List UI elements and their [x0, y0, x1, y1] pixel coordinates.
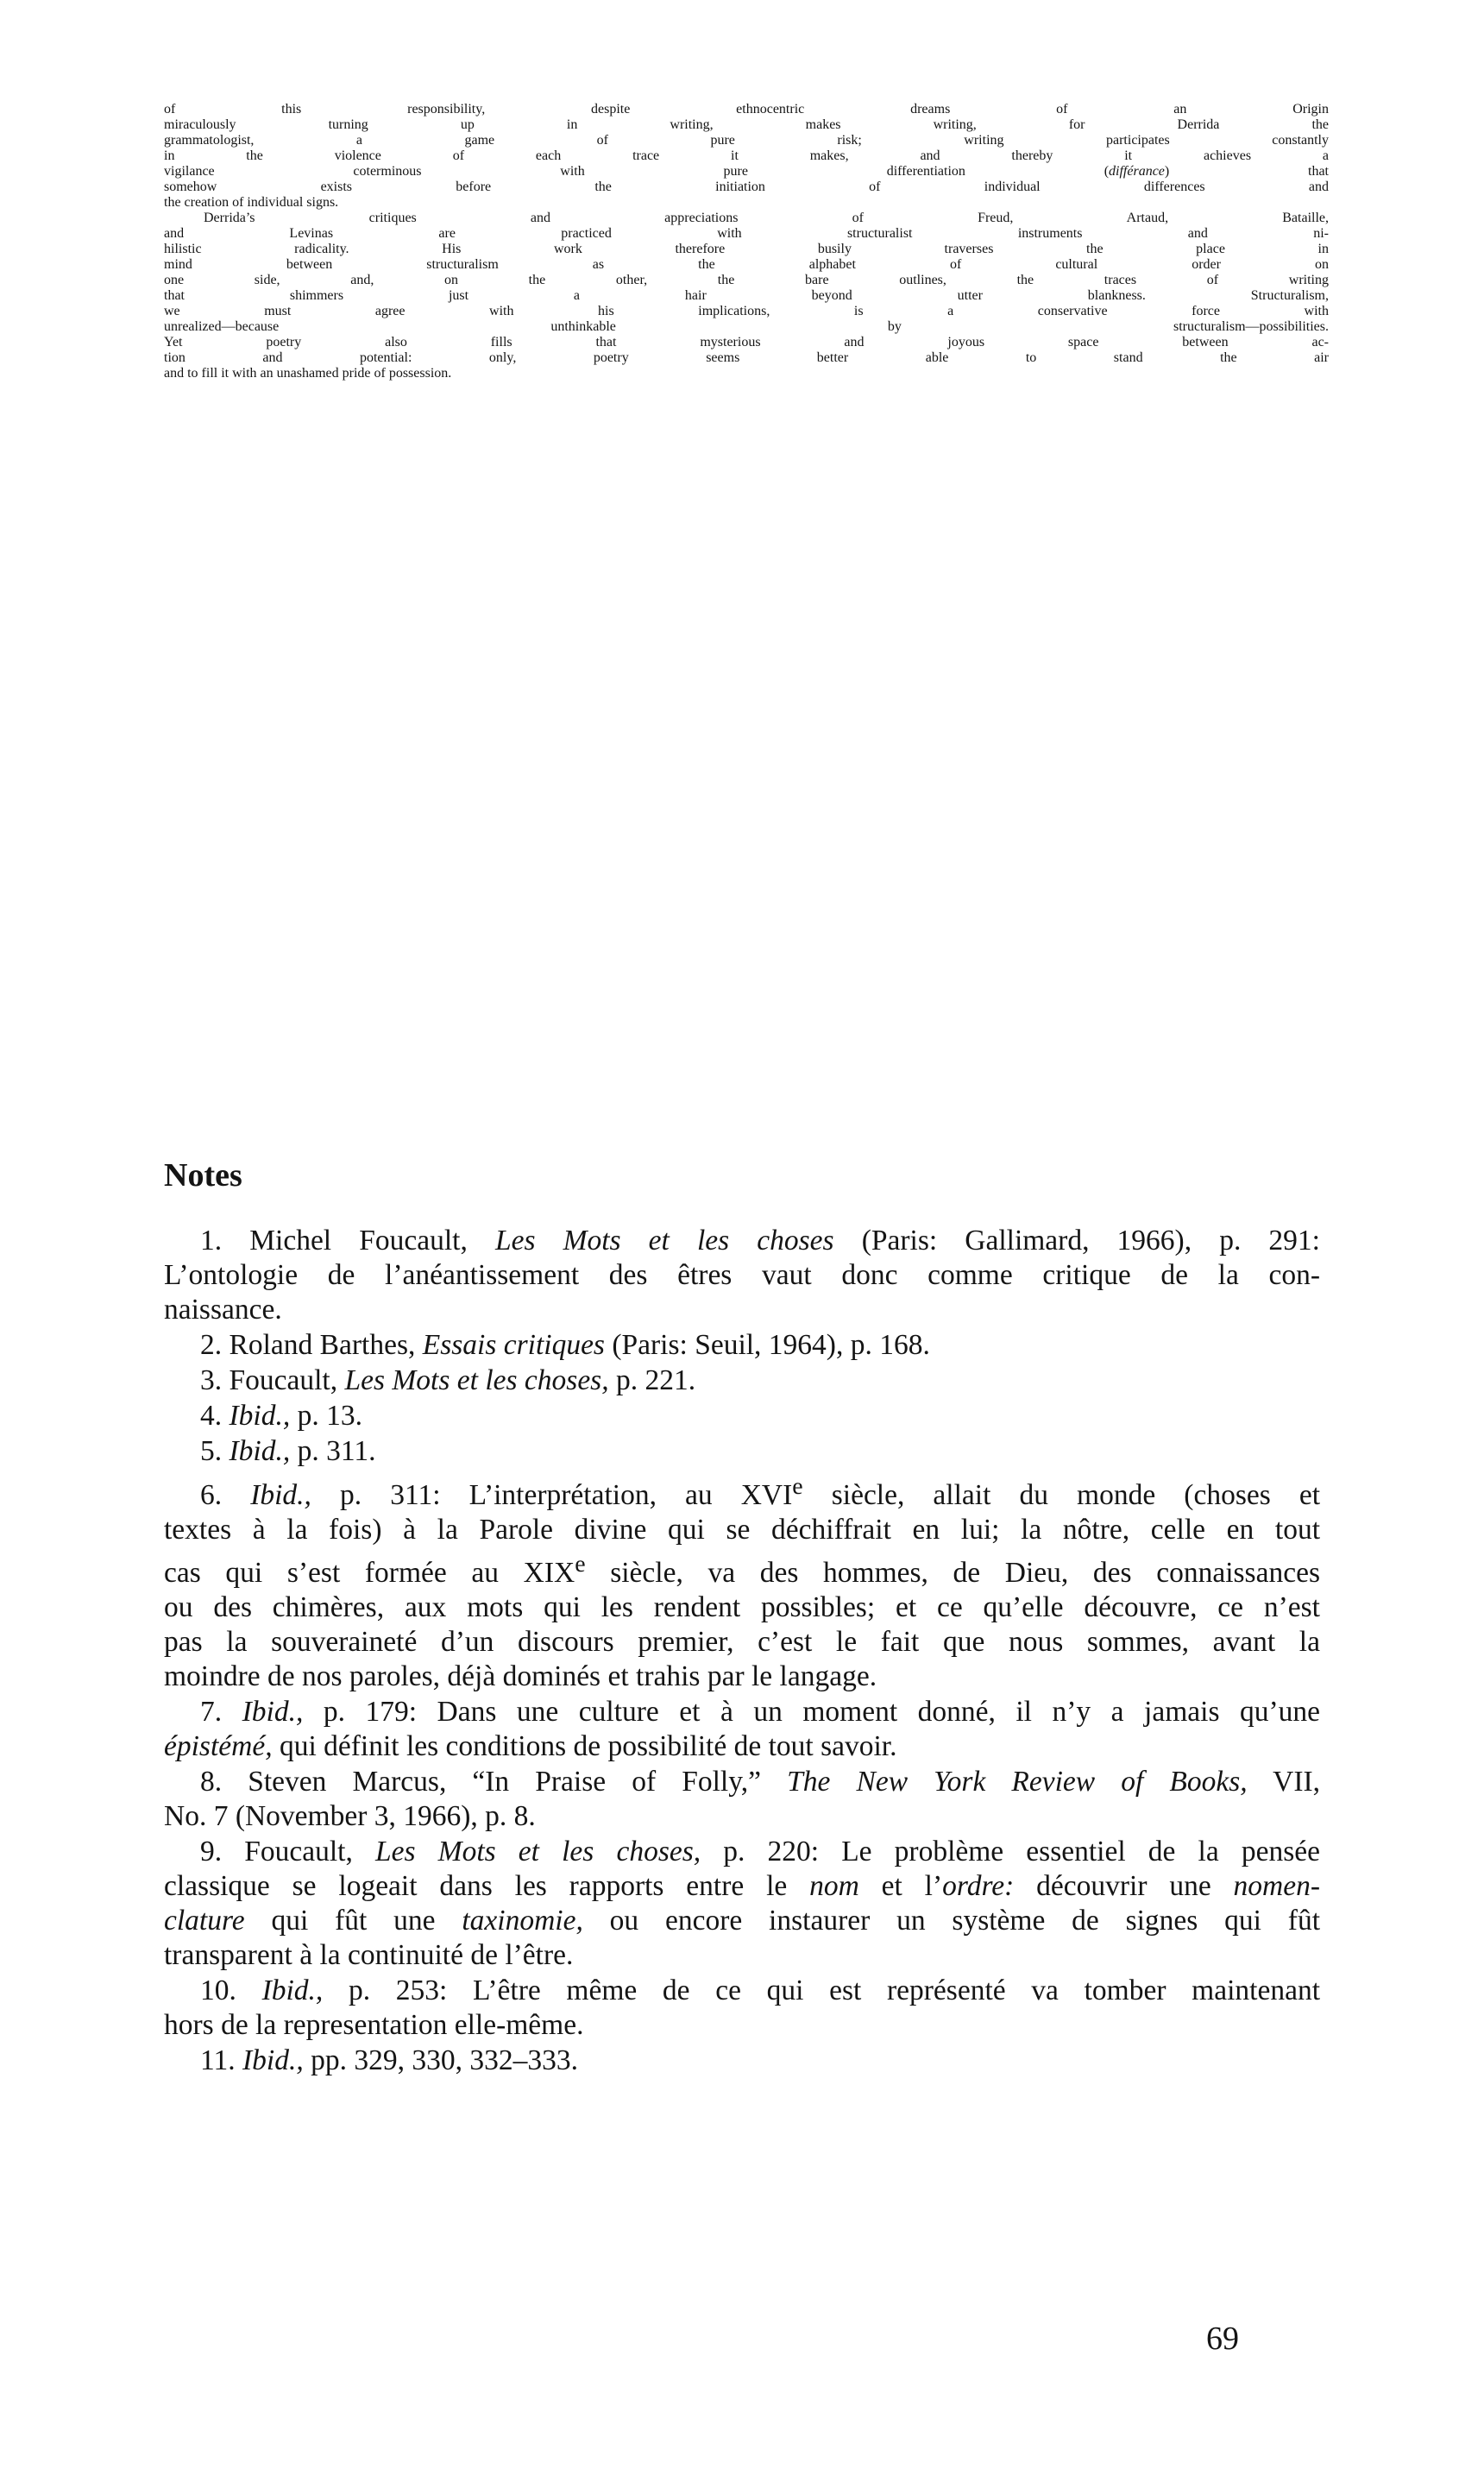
note-title: Les Mots et les choses [494, 1225, 834, 1257]
note-title: épistémé, [164, 1730, 273, 1763]
note-title: Ibid., [242, 2044, 304, 2077]
note-text: 5. [200, 1435, 230, 1467]
body-line: somehow exists before the initiation of individual differences and [164, 180, 1329, 194]
note-text: VII, [1247, 1766, 1321, 1798]
note-text: 1. Michel Foucault, [200, 1225, 495, 1257]
note-1 [164, 1224, 1320, 1327]
note-term: taxinomie, [462, 1905, 583, 1937]
note-title: Essais critiques [422, 1329, 605, 1361]
note-text: cas qui s’est formée au XIX [164, 1557, 575, 1590]
superscript: e [792, 1473, 803, 1500]
body-line: Yet poetry also fills that mysterious and joyous space between ac- [164, 335, 1329, 350]
note-title: Les Mots et les choses, [375, 1836, 701, 1868]
note-line [164, 1547, 1320, 1590]
note-7 [164, 1695, 1320, 1764]
note-text: 3. Foucault, [200, 1364, 345, 1396]
note-line [164, 1328, 1320, 1363]
note-line [164, 1399, 1320, 1433]
body-line: tion and potential: only, poetry seems better able to stand the air [164, 350, 1329, 365]
note-text: p. 311: L’interprétation, au XVI [311, 1479, 793, 1512]
body-line: and Levinas are practiced with structuralist instruments and ni- [164, 226, 1329, 241]
note-2 [164, 1328, 1320, 1363]
note-line: transparent à la continuité de l’être. [164, 1939, 574, 1972]
body-line: unrealized—because unthinkable by structuralism—possibilities. [164, 319, 1329, 334]
note-line [164, 1695, 1320, 1729]
note-term: nomen- [1233, 1870, 1320, 1903]
note-line [164, 1835, 1320, 1869]
body-line: hilistic radicality. His work therefore busily traverses the place in [164, 242, 1329, 256]
note-line: No. 7 (November 3, 1966), p. 8. [164, 1800, 536, 1833]
body-line: that shimmers just a hair beyond utter blankness. Structuralism, [164, 288, 1329, 303]
note-line [164, 1869, 1320, 1904]
superscript: e [575, 1551, 586, 1578]
body-line: of this responsibility, despite ethnocentric dreams of an Origin [164, 102, 1329, 117]
note-text: qui définit les conditions de possibilité de tout savoir. [272, 1730, 897, 1763]
note-title: Ibid., [250, 1479, 311, 1512]
body-text-fragment: vigilance coterminous with pure differentiation ( [164, 164, 1110, 179]
note-text: 10. [200, 1975, 262, 2007]
body-line: Derrida’s critiques and appreciations of Freud, Artaud, Bataille, [204, 211, 1329, 225]
body-text-fragment: ) that [1164, 164, 1329, 179]
note-line [164, 2044, 1320, 2078]
body-line: and to fill it with an unashamed pride of possession. [164, 366, 452, 381]
body-line: we must agree with his implications, is a conservative force with [164, 304, 1329, 318]
body-line: in the violence of each trace it makes, and thereby it achieves a [164, 148, 1329, 163]
note-3 [164, 1364, 1320, 1398]
note-title: Ibid., [229, 1435, 291, 1467]
note-line [164, 1765, 1320, 1799]
note-5 [164, 1434, 1320, 1469]
note-title: The New York Review of Books, [787, 1766, 1248, 1798]
note-text: et l’ [858, 1870, 943, 1903]
note-line [164, 1434, 1320, 1469]
note-term: clature [164, 1905, 245, 1937]
page-number: 69 [1206, 2321, 1239, 2357]
note-text: 11. [200, 2044, 243, 2077]
note-text: 9. Foucault, [200, 1836, 375, 1868]
note-text: (Paris: Seuil, 1964), p. 168. [604, 1329, 930, 1361]
note-line [164, 1364, 1320, 1398]
note-11 [164, 2044, 1320, 2078]
note-text: p. 253: L’être même de ce qui est représenté va tomber maintenant [323, 1975, 1321, 2007]
note-line: L’ontologie de l’anéantissement des êtres vaut donc comme critique de la con- [164, 1259, 1320, 1291]
body-line: grammatologist, a game of pure risk; writing participates constantly [164, 133, 1329, 148]
note-term: nom [809, 1870, 859, 1903]
note-text: p. 179: Dans une culture et à un moment donné, il n’y a jamais qu’une [303, 1696, 1321, 1729]
notes-heading: Notes [164, 1157, 242, 1194]
note-line [164, 1224, 1320, 1258]
note-text: p. 221. [608, 1364, 696, 1396]
notes-list [164, 1224, 1320, 2079]
note-term: ordre: [942, 1870, 1015, 1903]
body-line: one side, and, on the other, the bare outlines, the traces of writing [164, 273, 1329, 287]
note-text: qui fût une [244, 1905, 462, 1937]
note-text: siècle, va des hommes, de Dieu, des connaissances [585, 1557, 1320, 1590]
italic-term: différance [1109, 164, 1165, 179]
note-text: 7. [200, 1696, 242, 1729]
body-line: the creation of individual signs. [164, 195, 339, 210]
note-10 [164, 1974, 1320, 2043]
note-text: 6. [200, 1479, 251, 1512]
note-text: classique se logeait dans les rapports entre le [164, 1870, 810, 1903]
note-line: textes à la fois) à la Parole divine qui se déchiffrait en lui; la nôtre, celle en tout [164, 1514, 1320, 1546]
note-line [164, 1729, 1320, 1764]
body-line: miraculously turning up in writing, makes writing, for Derrida the [164, 117, 1329, 132]
note-title: Ibid., [242, 1696, 304, 1729]
note-title: Ibid., [261, 1975, 324, 2007]
note-text: découvrir une [1014, 1870, 1234, 1903]
note-title: Les Mots et les choses, [344, 1364, 609, 1396]
note-6 [164, 1470, 1320, 1694]
body-text [164, 102, 1329, 381]
note-line: pas la souveraineté d’un discours premier, c’est le fait que nous sommes, avant la [164, 1626, 1320, 1659]
note-text: 8. Steven Marcus, “In Praise of Folly,” [200, 1766, 788, 1798]
note-8 [164, 1765, 1320, 1834]
note-text: p. 220: Le problème essentiel de la pensée [701, 1836, 1320, 1868]
note-line: naissance. [164, 1294, 282, 1326]
note-text: (Paris: Gallimard, 1966), p. 291: [833, 1225, 1320, 1257]
note-text: p. 13. [290, 1400, 362, 1432]
note-text: siècle, allait du monde (choses et [802, 1479, 1321, 1512]
note-title: Ibid., [229, 1400, 291, 1432]
note-line: hors de la representation elle-même. [164, 2009, 584, 2042]
note-text: ou encore instaurer un système de signes qui fût [582, 1905, 1321, 1937]
note-line [164, 1974, 1320, 2008]
note-line [164, 1904, 1320, 1938]
note-text: 2. Roland Barthes, [200, 1329, 423, 1361]
note-4 [164, 1399, 1320, 1433]
note-text: 4. [200, 1400, 230, 1432]
note-line: moindre de nos paroles, déjà dominés et trahis par le langage. [164, 1660, 877, 1693]
note-9 [164, 1835, 1320, 1973]
note-text: p. 311. [290, 1435, 376, 1467]
note-text: pp. 329, 330, 332–333. [303, 2044, 578, 2077]
body-line [164, 164, 1329, 180]
note-line: ou des chimères, aux mots qui les rendent possibles; et ce qu’elle découvre, ce n’est [164, 1591, 1320, 1624]
note-line [164, 1470, 1320, 1513]
body-line: mind between structuralism as the alphabet of cultural order on [164, 257, 1329, 272]
